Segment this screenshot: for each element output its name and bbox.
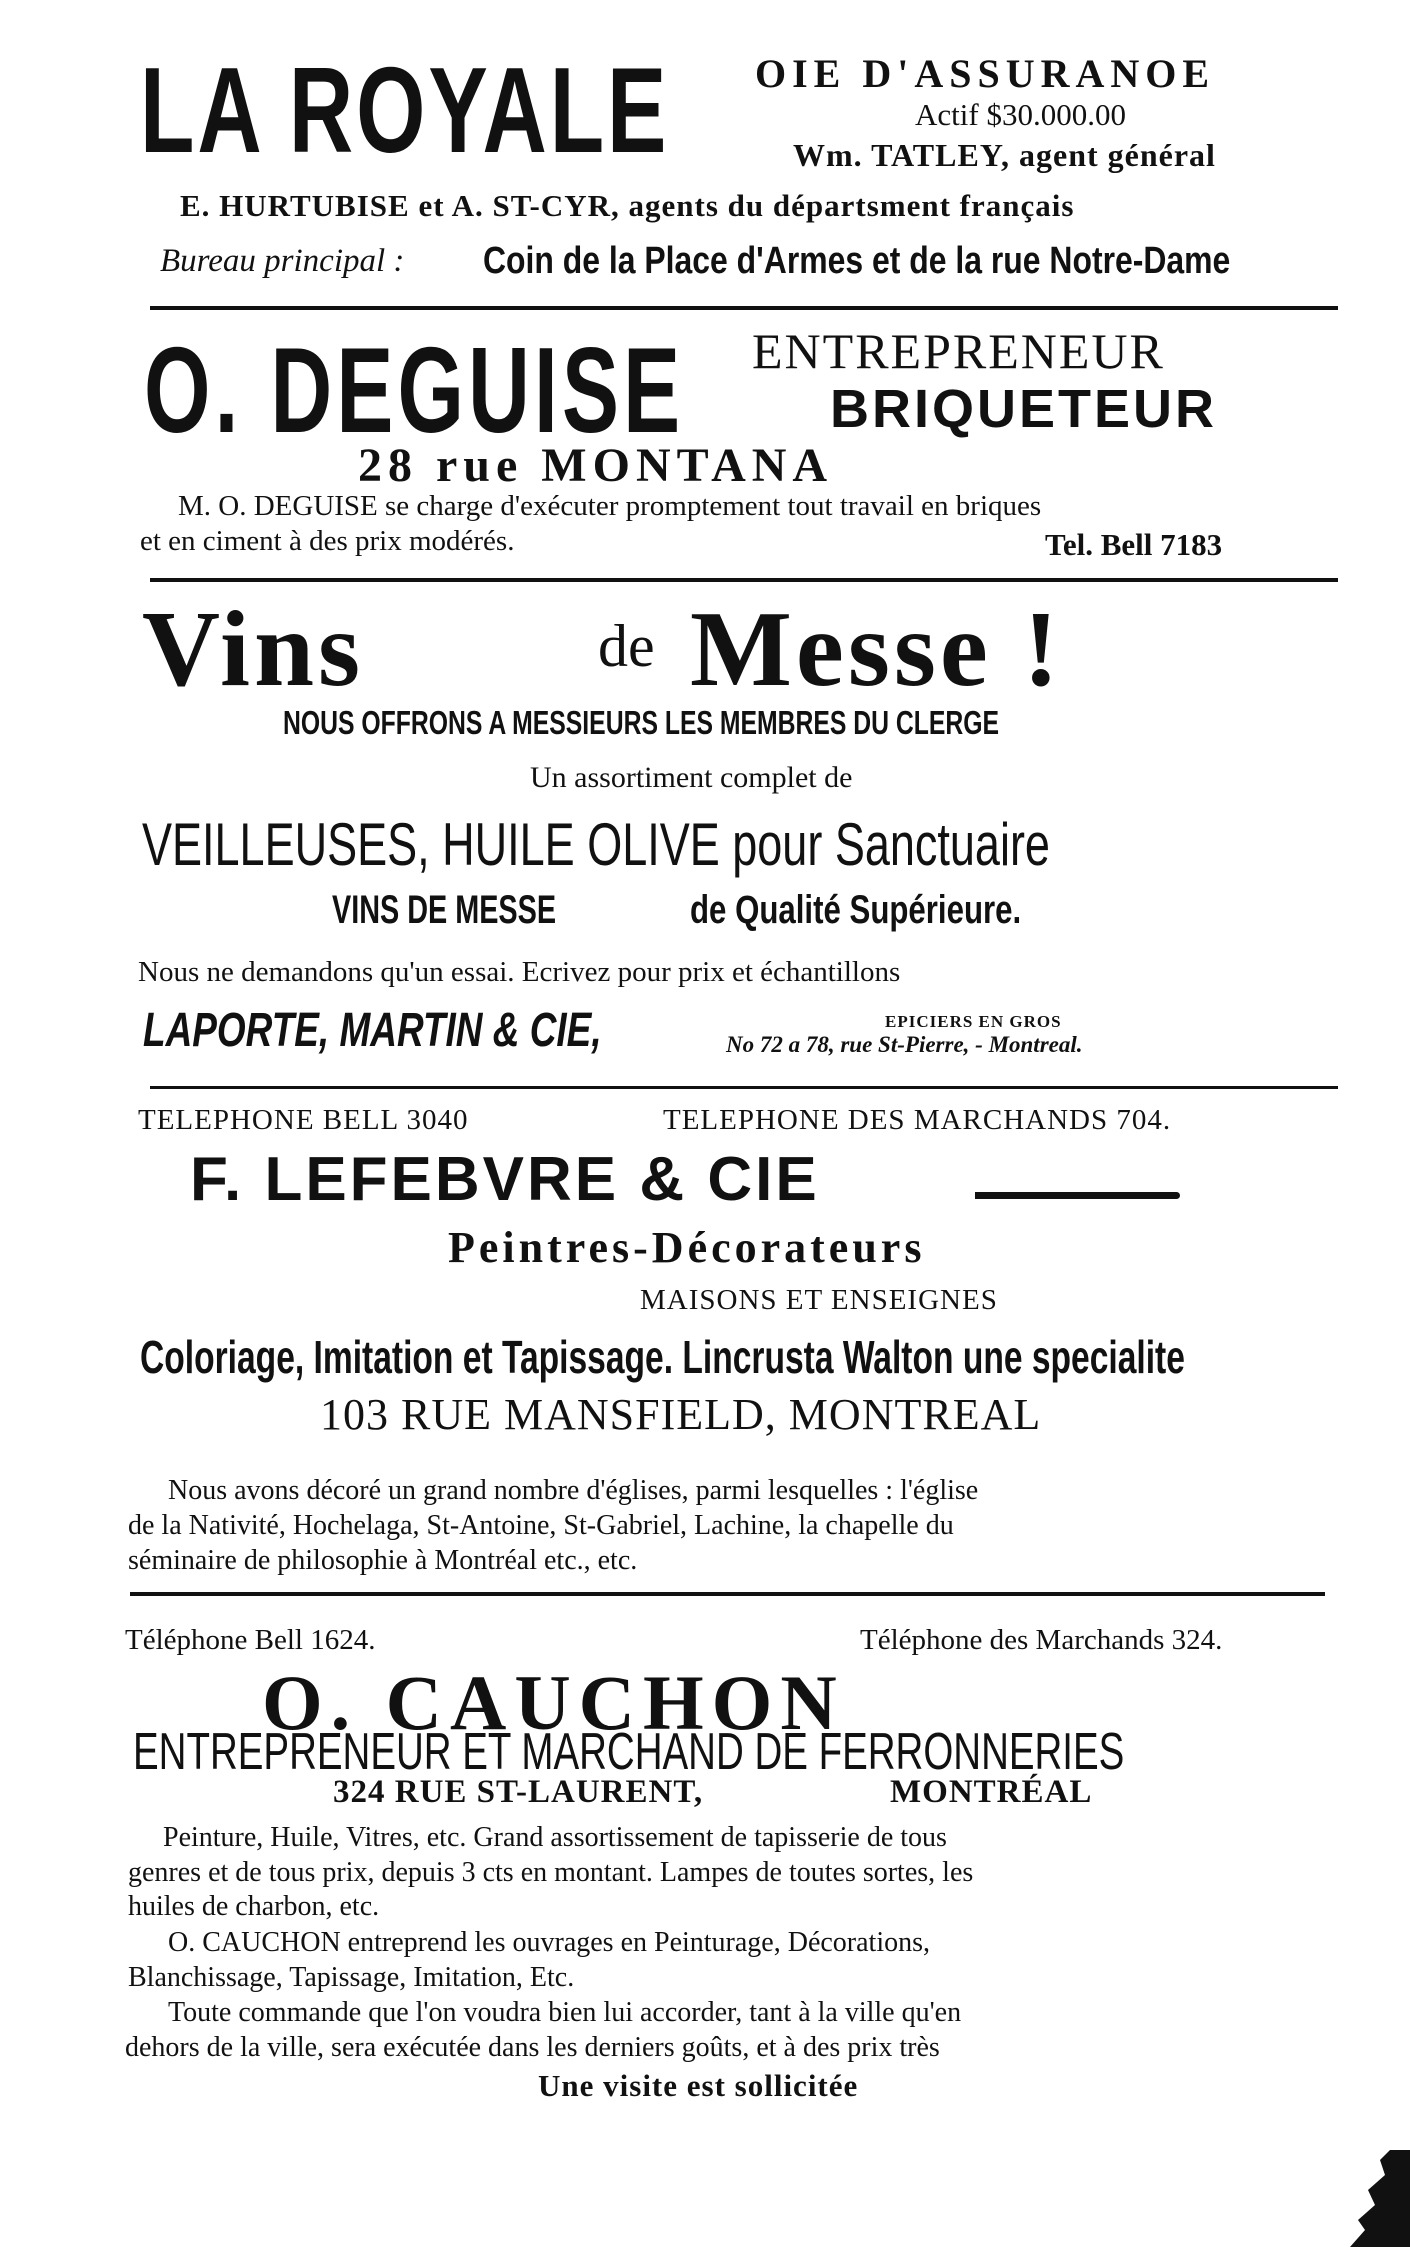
vins-title-b: Messe !	[690, 590, 1063, 709]
divider	[150, 1086, 1338, 1089]
cauchon-para3-line1: Toute commande que l'on voudra bien lui accorder, tant à la ville qu'en	[168, 1997, 962, 2028]
vins-products: VEILLEUSES, HUILE OLIVE pour Sanctuaire	[142, 811, 1050, 878]
vins-de-messe: VINS DE MESSE	[332, 888, 557, 932]
cauchon-city: MONTRÉAL	[890, 1774, 1093, 1810]
divider	[130, 1592, 1325, 1596]
cauchon-para2-line2: Blanchissage, Tapissage, Imitation, Etc.	[128, 1962, 575, 1993]
cauchon-para1-line3: huiles de charbon, etc.	[128, 1891, 380, 1922]
decorative-dash	[975, 1192, 1180, 1199]
vins-epiciers: EPICIERS EN GROS	[885, 1012, 1062, 1031]
vins-offer: NOUS OFFRONS A MESSIEURS LES MEMBRES DU CLERGE	[283, 704, 999, 741]
vins-title-a: Vins	[142, 590, 365, 709]
deguise-tel: Tel. Bell 7183	[1045, 527, 1223, 562]
divider	[150, 306, 1338, 310]
royale-title: LA ROYALE	[140, 42, 670, 178]
cauchon-para3-line2: dehors de la ville, sera exécutée dans les derniers goûts, et à des prix très	[125, 2032, 940, 2063]
vins-qualite: de Qualité Supérieure.	[690, 888, 1022, 932]
royale-bureau-label: Bureau principal :	[160, 243, 405, 279]
deguise-body-line1: M. O. DEGUISE se charge d'exécuter promptement tout travail en briques	[178, 490, 1042, 522]
lefebvre-body-line1: Nous avons décoré un grand nombre d'églises, parmi lesquelles : l'église	[168, 1475, 979, 1506]
cauchon-address: 324 RUE ST-LAURENT,	[333, 1774, 704, 1810]
cauchon-visite: Une visite est sollicitée	[538, 2068, 859, 2103]
lefebvre-trade: Peintres-Décorateurs	[448, 1223, 926, 1272]
cauchon-tel-marchands: Téléphone des Marchands 324.	[860, 1624, 1223, 1656]
royale-actif: Actif $30.000.00	[915, 97, 1126, 132]
cauchon-tel-bell: Téléphone Bell 1624.	[125, 1624, 376, 1656]
royale-agents-fr: E. HURTUBISE et A. ST-CYR, agents du départsment français	[180, 188, 1075, 223]
deguise-address: 28 rue MONTANA	[358, 439, 834, 492]
lefebvre-body-line2: de la Nativité, Hochelaga, St-Antoine, St-Gabriel, Lachine, la chapelle du	[128, 1510, 954, 1541]
lefebvre-maisons: MAISONS ET ENSEIGNES	[640, 1284, 998, 1316]
vins-assortiment: Un assortiment complet de	[530, 761, 853, 794]
cauchon-para2-line1: O. CAUCHON entreprend les ouvrages en Peinturage, Décorations,	[168, 1927, 931, 1958]
lefebvre-tel-bell: TELEPHONE BELL 3040	[138, 1104, 469, 1136]
royale-bureau-address: Coin de la Place d'Armes et de la rue Notre-Dame	[483, 240, 1231, 282]
cauchon-para1-line1: Peinture, Huile, Vitres, etc. Grand assortissement de tapisserie de tous	[163, 1822, 947, 1853]
lefebvre-name: F. LEFEBVRE & CIE	[190, 1145, 820, 1214]
vins-firm-address: No 72 a 78, rue St-Pierre, - Montreal.	[726, 1032, 1083, 1057]
divider	[150, 578, 1338, 582]
lefebvre-body-line3: séminaire de philosophie à Montréal etc., etc.	[128, 1545, 638, 1576]
royale-agent: Wm. TATLEY, agent général	[793, 137, 1216, 173]
cauchon-trade: ENTREPRENEUR ET MARCHAND DE FERRONNERIES	[133, 1723, 1125, 1781]
deguise-trade1: ENTREPRENEUR	[752, 323, 1165, 379]
cauchon-name: O. CAUCHON	[262, 1659, 845, 1746]
cauchon-para1-line2: genres et de tous prix, depuis 3 cts en montant. Lampes de toutes sortes, les	[128, 1857, 974, 1888]
vins-firm: LAPORTE, MARTIN & CIE,	[143, 1004, 602, 1057]
scan-edge-artifact	[1330, 2150, 1410, 2247]
deguise-trade2: BRIQUETEUR	[830, 379, 1218, 439]
royale-company: OIE D'ASSURANOE	[755, 51, 1216, 96]
vins-title-de: de	[598, 613, 655, 679]
lefebvre-address: 103 RUE MANSFIELD, MONTREAL	[320, 1390, 1042, 1439]
deguise-body-line2: et en ciment à des prix modérés.	[140, 525, 515, 557]
lefebvre-services: Coloriage, Imitation et Tapissage. Lincrusta Walton une specialite	[140, 1331, 1185, 1383]
vins-essai: Nous ne demandons qu'un essai. Ecrivez pour prix et échantillons	[138, 956, 901, 988]
lefebvre-tel-marchands: TELEPHONE DES MARCHANDS 704.	[663, 1104, 1172, 1136]
deguise-name: O. DEGUISE	[144, 322, 685, 458]
